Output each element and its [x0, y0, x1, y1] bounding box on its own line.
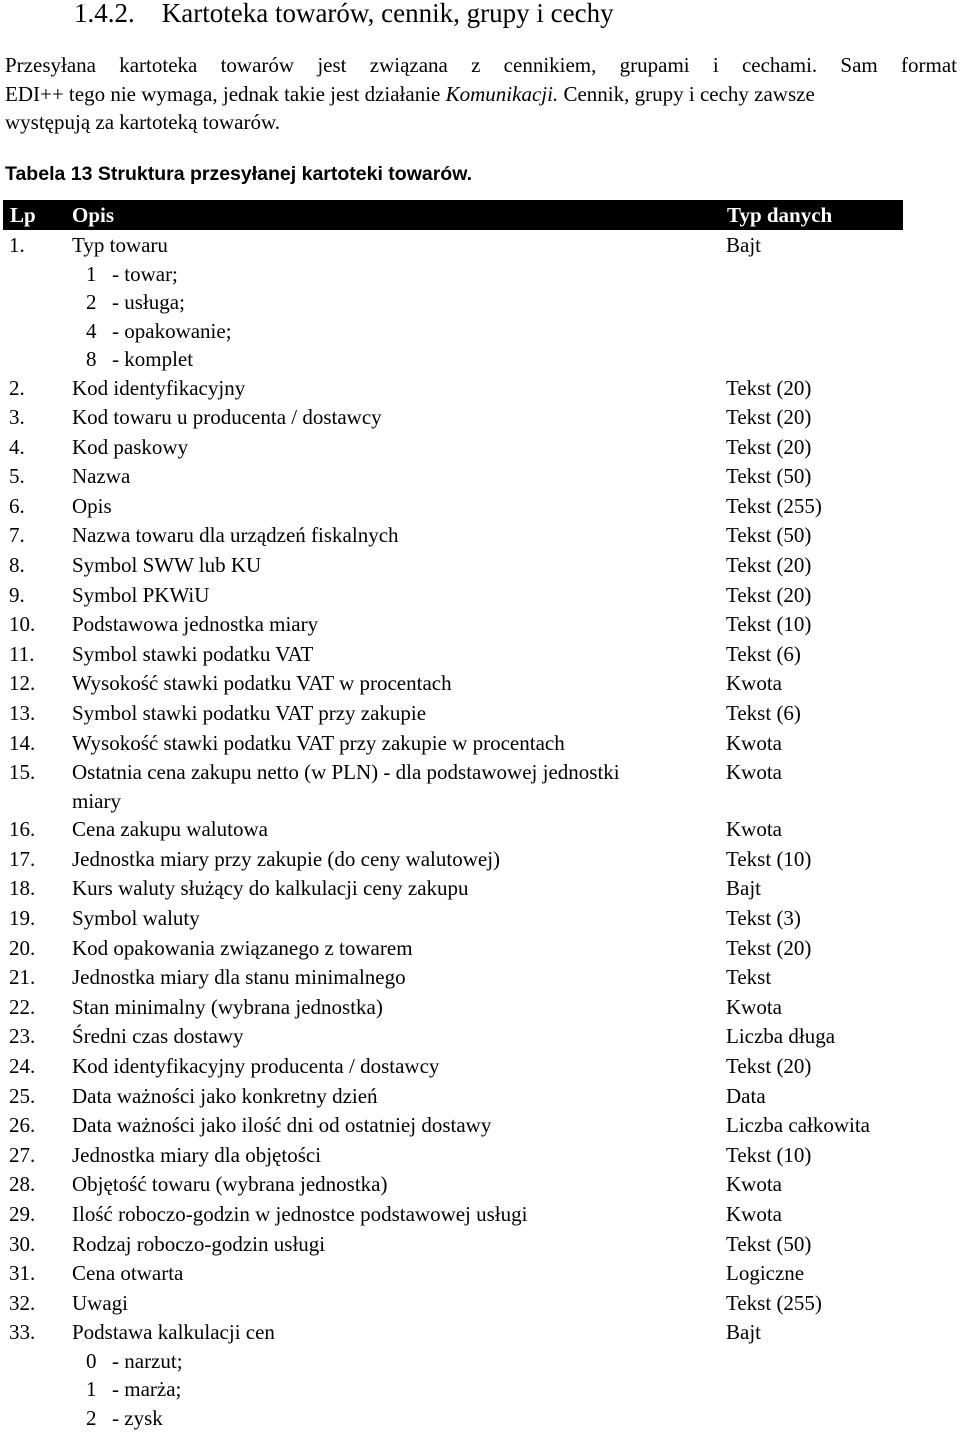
paragraph-line-2-italic: Komunikacji.: [445, 81, 559, 106]
table-body: [0, 231, 960, 1432]
table-row: [0, 1170, 960, 1200]
table-row: [0, 581, 960, 611]
cell-typ: Kwota: [726, 760, 782, 785]
cell-typ: Kwota: [726, 671, 782, 696]
cell-lp: 3.: [9, 405, 25, 430]
cell-lp: 12.: [9, 671, 36, 696]
cell-typ: Tekst (255): [726, 493, 822, 518]
cell-lp: 2.: [9, 375, 25, 400]
cell-opis: [72, 610, 722, 640]
cell-lp: 18.: [9, 876, 36, 901]
cell-lp: 33.: [9, 1320, 36, 1345]
description-line: Kod opakowania związanego z towarem: [72, 935, 413, 960]
description-line: Kod paskowy: [72, 434, 189, 459]
cell-opis: [72, 729, 722, 759]
description-line: Data ważności jako ilość dni od ostatniej dostawy: [72, 1113, 492, 1138]
cell-opis: [72, 1052, 722, 1082]
table-row: [0, 1052, 960, 1082]
cell-opis: [72, 462, 722, 492]
cell-lp: 19.: [9, 906, 36, 930]
cell-opis: [72, 1259, 722, 1289]
header-lp: Lp: [10, 203, 36, 227]
cell-opis: [72, 374, 722, 404]
table-header: [3, 200, 903, 230]
cell-opis: [72, 403, 722, 433]
option-code: 1: [86, 1377, 97, 1402]
cell-lp: 26.: [9, 1113, 36, 1138]
cell-lp: 14.: [9, 730, 36, 755]
table-row: [0, 1141, 960, 1171]
cell-opis: [72, 551, 722, 581]
cell-lp: 17.: [9, 846, 36, 871]
description-line: Podstawowa jednostka miary: [72, 612, 319, 637]
paragraph-line-1: Przesyłana kartoteka towarów jest związana z cennikiem, grupami i cechami. Sam format: [5, 53, 957, 77]
description-line: Symbol PKWiU: [72, 582, 210, 607]
table-row: [0, 904, 960, 934]
description-line: Stan minimalny (wybrana jednostka): [72, 994, 383, 1019]
cell-opis: [72, 1230, 722, 1260]
cell-lp: 4.: [9, 434, 25, 459]
table-row: [0, 874, 960, 904]
description-line: Jednostka miary dla stanu minimalnego: [72, 965, 406, 990]
cell-typ: Tekst (20): [726, 405, 812, 430]
cell-opis: [72, 758, 722, 815]
option-line: [72, 260, 722, 289]
cell-lp: 6.: [9, 493, 25, 518]
section-number: 1.4.2.: [74, 0, 135, 28]
option-text: - zysk: [112, 1405, 163, 1430]
cell-lp: 8.: [9, 553, 25, 578]
cell-typ: Tekst (50): [726, 523, 812, 548]
cell-opis: [72, 1289, 722, 1319]
cell-lp: 11.: [9, 641, 35, 666]
cell-lp: 28.: [9, 1172, 36, 1197]
cell-opis: [72, 1170, 722, 1200]
cell-typ: Kwota: [726, 1172, 782, 1197]
option-code: 4: [86, 318, 97, 343]
cell-lp: 30.: [9, 1231, 36, 1256]
cell-lp: 25.: [9, 1083, 36, 1108]
cell-lp: 32.: [9, 1290, 36, 1315]
description-line: Typ towaru: [72, 233, 168, 257]
cell-lp: 9.: [9, 582, 25, 607]
table-row: [0, 521, 960, 551]
description-line: miary: [72, 788, 121, 813]
table-row: [0, 610, 960, 640]
cell-opis: [72, 492, 722, 522]
cell-opis: [72, 1318, 722, 1432]
table-row: [0, 1230, 960, 1260]
cell-opis: [72, 699, 722, 729]
cell-lp: 24.: [9, 1053, 36, 1078]
paragraph-line-3: występują za kartoteką towarów.: [5, 110, 281, 134]
table-row: [0, 492, 960, 522]
cell-typ: Tekst (10): [726, 846, 812, 871]
cell-opis: [72, 815, 722, 845]
option-code: 2: [86, 1405, 97, 1430]
cell-typ: Bajt: [726, 233, 761, 257]
option-line: [72, 345, 722, 374]
cell-typ: Tekst (20): [726, 553, 812, 578]
cell-typ: Bajt: [726, 1320, 761, 1345]
cell-opis: [72, 640, 722, 670]
cell-opis: [72, 231, 722, 374]
section-heading: [74, 0, 614, 29]
cell-typ: Kwota: [726, 817, 782, 842]
table-row: [0, 993, 960, 1023]
cell-lp: 1.: [9, 233, 25, 257]
cell-lp: 10.: [9, 612, 36, 637]
description-line: Jednostka miary przy zakupie (do ceny walutowej): [72, 846, 501, 871]
description-line: Podstawa kalkulacji cen: [72, 1320, 275, 1345]
table-row: [0, 462, 960, 492]
table-row: [0, 815, 960, 845]
table-row: [0, 433, 960, 463]
table-row: [0, 1200, 960, 1230]
cell-typ: Tekst (50): [726, 1231, 812, 1256]
option-code: 2: [86, 290, 97, 314]
cell-lp: 23.: [9, 1024, 36, 1049]
cell-lp: 7.: [9, 523, 25, 548]
cell-typ: Tekst (20): [726, 434, 812, 459]
cell-typ: Tekst (20): [726, 935, 812, 960]
cell-typ: Liczba długa: [726, 1024, 836, 1049]
cell-typ: Tekst (20): [726, 582, 812, 607]
cell-opis: [72, 1082, 722, 1112]
cell-lp: 21.: [9, 965, 36, 990]
cell-typ: Tekst (6): [726, 701, 801, 726]
option-text: - usługa;: [112, 290, 185, 314]
table-row: [0, 640, 960, 670]
header-typ: Typ danych: [727, 203, 833, 227]
cell-opis: [72, 963, 722, 993]
table-row: [0, 231, 960, 374]
cell-typ: Tekst (20): [726, 375, 812, 400]
table-row: [0, 403, 960, 433]
description-line: Cena otwarta: [72, 1261, 184, 1286]
cell-typ: Tekst: [726, 965, 772, 990]
cell-typ: Tekst (20): [726, 1053, 812, 1078]
cell-opis: [72, 1111, 722, 1141]
table-row: [0, 934, 960, 964]
table-caption: Tabela 13 Struktura przesyłanej kartoteki towarów.: [5, 163, 473, 185]
cell-typ: Kwota: [726, 994, 782, 1019]
cell-lp: 31.: [9, 1261, 36, 1286]
description-line: Uwagi: [72, 1290, 128, 1315]
cell-opis: [72, 521, 722, 551]
cell-lp: 22.: [9, 994, 36, 1019]
cell-typ: Tekst (10): [726, 1142, 812, 1167]
option-line: [72, 1404, 722, 1432]
cell-typ: Kwota: [726, 1201, 782, 1226]
option-line: [72, 288, 722, 317]
paragraph-line-2-end: Cennik, grupy i cechy zawsze: [558, 81, 815, 106]
option-text: - towar;: [112, 261, 178, 286]
cell-opis: [72, 669, 722, 699]
cell-lp: 27.: [9, 1142, 36, 1167]
paragraph-line-2: [5, 80, 957, 109]
option-line: [72, 1375, 722, 1404]
cell-opis: [72, 845, 722, 875]
cell-opis: [72, 1022, 722, 1052]
cell-opis: [72, 874, 722, 904]
table-row: [0, 1082, 960, 1112]
cell-opis: [72, 1200, 722, 1230]
option-line: [72, 317, 722, 346]
cell-typ: Liczba całkowita: [726, 1113, 871, 1138]
option-text: - opakowanie;: [112, 318, 232, 343]
description-line: Jednostka miary dla objętości: [72, 1142, 322, 1167]
table-row: [0, 1259, 960, 1289]
table-row: [0, 1318, 960, 1432]
option-text: - marża;: [112, 1377, 182, 1402]
table-row: [0, 669, 960, 699]
description-line: Wysokość stawki podatku VAT przy zakupie w procentach: [72, 730, 565, 755]
cell-opis: [72, 433, 722, 463]
cell-lp: 15.: [9, 760, 36, 785]
option-code: 0: [86, 1348, 97, 1373]
description-line: Symbol stawki podatku VAT przy zakupie: [72, 701, 427, 726]
cell-lp: 16.: [9, 817, 36, 842]
cell-opis: [72, 934, 722, 964]
option-code: 8: [86, 347, 97, 371]
description-line: Symbol SWW lub KU: [72, 553, 262, 578]
cell-lp: 20.: [9, 935, 36, 960]
description-line: Rodzaj roboczo-godzin usługi: [72, 1231, 326, 1256]
table-row: [0, 1289, 960, 1319]
table-row: [0, 1022, 960, 1052]
description-line: Wysokość stawki podatku VAT w procentach: [72, 671, 452, 696]
cell-lp: 29.: [9, 1201, 36, 1226]
table-row: [0, 758, 960, 815]
table-row: [0, 1111, 960, 1141]
header-opis: Opis: [72, 203, 115, 227]
cell-opis: [72, 993, 722, 1023]
cell-opis: [72, 904, 722, 934]
table-row: [0, 374, 960, 404]
intro-paragraph: [5, 51, 957, 137]
description-line: Kod towaru u producenta / dostawcy: [72, 405, 382, 430]
table-row: [0, 699, 960, 729]
cell-typ: Tekst (3): [726, 906, 801, 930]
description-line: Średni czas dostawy: [72, 1024, 244, 1049]
cell-typ: Data: [726, 1083, 766, 1108]
cell-opis: [72, 581, 722, 611]
cell-typ: Tekst (10): [726, 612, 812, 637]
description-line: Kod identyfikacyjny producenta / dostawcy: [72, 1053, 440, 1078]
paragraph-line-2-start: EDI++ tego nie wymaga, jednak takie jest działanie: [5, 81, 446, 106]
description-line: Nazwa towaru dla urządzeń fiskalnych: [72, 523, 399, 548]
cell-typ: Tekst (255): [726, 1290, 822, 1315]
option-text: - narzut;: [112, 1348, 183, 1373]
option-code: 1: [86, 261, 97, 286]
cell-typ: Tekst (50): [726, 464, 812, 489]
description-line: Symbol stawki podatku VAT: [72, 641, 314, 666]
table-row: [0, 551, 960, 581]
table-row: [0, 729, 960, 759]
option-line: [72, 1347, 722, 1376]
cell-typ: Kwota: [726, 730, 782, 755]
option-text: - komplet: [112, 347, 194, 371]
description-line: Opis: [72, 493, 112, 518]
table-row: [0, 845, 960, 875]
cell-lp: 5.: [9, 464, 25, 489]
cell-typ: Bajt: [726, 876, 761, 901]
section-title: Kartoteka towarów, cennik, grupy i cechy: [161, 0, 614, 28]
description-line: Nazwa: [72, 464, 131, 489]
description-line: Ostatnia cena zakupu netto (w PLN) - dla podstawowej jednostki: [72, 760, 620, 785]
description-line: Objętość towaru (wybrana jednostka): [72, 1172, 388, 1197]
cell-opis: [72, 1141, 722, 1171]
table-row: [0, 963, 960, 993]
cell-lp: 13.: [9, 701, 36, 726]
description-line: Kurs waluty służący do kalkulacji ceny zakupu: [72, 876, 469, 901]
cell-typ: Tekst (6): [726, 641, 801, 666]
description-line: Ilość roboczo-godzin w jednostce podstawowej usługi: [72, 1201, 528, 1226]
description-line: Kod identyfikacyjny: [72, 375, 246, 400]
cell-typ: Logiczne: [726, 1261, 805, 1286]
description-line: Data ważności jako konkretny dzień: [72, 1083, 378, 1108]
description-line: Cena zakupu walutowa: [72, 817, 268, 842]
description-line: Symbol waluty: [72, 906, 200, 930]
